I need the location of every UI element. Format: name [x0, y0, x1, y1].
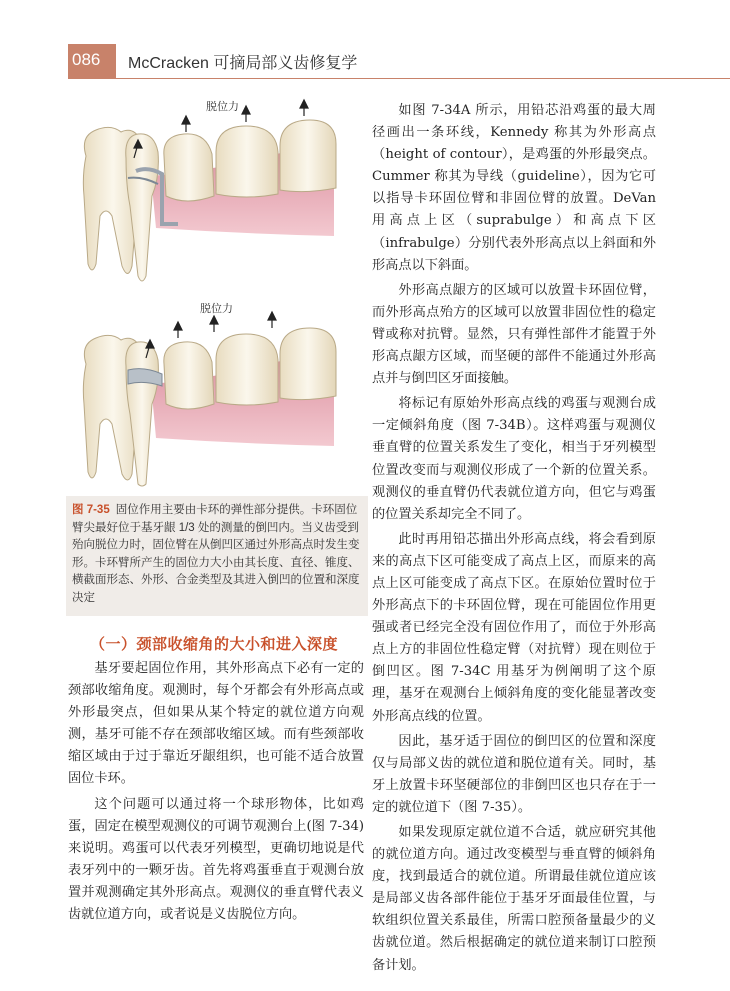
paragraph: 如果发现原定就位道不合适，就应研究其他的就位道方向。通过改变模型与垂直臂的倾斜角度，找到最适合的就位道。所谓最佳就位道应该是局部义齿各部件能位于基牙牙面最佳位置，与软组织位置关系最佳，所需口腔预备量最少的义齿就位道。然后根据确定的就位道来制订口腔预备计划。: [372, 825, 656, 973]
paragraph: 将标记有原始外形高点线的鸡蛋与观测台成一定倾斜角度（图 7-34B）。这样鸡蛋与观测仪垂直臂的位置关系发生了变化，相当于牙列模型位置改变而与观测仪形成了一个新的位置关系。观测仪的垂直臂仍代表就位道方向，但它与鸡蛋的位置关系却完全不同了。: [372, 396, 656, 522]
paragraph: 基牙要起固位作用，其外形高点下必有一定的颈部收缩角度。观测时，每个牙都会有外形高点或外形最突点，但如果从某个特定的就位道方向观测，基牙可能不存在颈部收缩区域。而有些颈部收缩区域由于过于靠近牙龈组织，也可能不适合放置固位卡环。: [68, 661, 364, 787]
artificial-tooth-2: [216, 334, 278, 405]
arrow-up-icon: [242, 106, 250, 114]
section-heading: （一）颈部收缩角的大小和进入深度: [90, 636, 339, 653]
figure-bottom-illustration: [66, 298, 366, 488]
figure-id: 图 7-35: [72, 504, 110, 516]
artificial-tooth-3: [280, 328, 336, 400]
arrow-up-icon: [268, 312, 276, 320]
page-number: 086: [72, 50, 101, 69]
dental-cross-section-clasp-top: [66, 96, 366, 286]
arrow-up-icon: [174, 322, 182, 330]
arrow-up-icon: [300, 100, 308, 108]
left-column-text: [68, 658, 364, 929]
figure-caption-text: 固位作用主要由卡环的弹性部分提供。卡环固位臂尖最好位于基牙龈 1/3 处的测量的倒凹内。当义齿受到殆向脱位力时，固位臂在从倒凹区通过外形高点时发生变形。卡环臂所产生的固位力大小由其长度、直径、锥度、横截面形态、外形、合金类型及其进入倒凹的位置和深度决定: [72, 504, 360, 604]
artificial-tooth-1: [164, 342, 214, 409]
arrow-up-icon: [210, 316, 218, 324]
paragraph: 此时再用铅芯描出外形高点线，将会看到原来的高点下区可能变成了高点上区，而原来的高点上区可能变成了高点下区。在原始位置时位于外形高点下的卡环固位臂，现在可能固位作用更强或者已经完全没有固位作用了，而位于外形高点上方的非固位性稳定臂（对抗臂）现在则位于倒凹区。图 7-34C 用基牙为例阐明了这个原理，基牙在观测台上倾斜角度的变化能显著改变外形高点线的位置。: [372, 531, 656, 724]
figure-caption: [66, 496, 368, 616]
force-label-bottom: 脱位力: [200, 303, 233, 315]
arrow-up-icon: [182, 116, 190, 124]
dental-cross-section-clasp-bottom: [66, 298, 366, 488]
force-label-top: 脱位力: [206, 101, 239, 113]
header-rule: [68, 78, 730, 79]
figure-top-illustration: [66, 96, 366, 286]
running-title: McCracken 可摘局部义齿修复学: [128, 55, 358, 72]
paragraph: 如图 7-34A 所示，用铅芯沿鸡蛋的最大周径画出一条环线，Kennedy 称其为外形高点（height of contour），是鸡蛋的外形最突点。Cummer 称其为导线（guideline），因为它可以指导卡环固位臂和非固位臂的放置。DeVan 用高点上区（suprabulge）和高点下区（infrabulge）分别代表外形高点以上斜面和外形高点以下斜面。: [372, 103, 656, 273]
paragraph: 外形高点龈方的区域可以放置卡环固位臂，而外形高点殆方的区域可以放置非固位性的稳定臂或称对抗臂。显然，只有弹性部件才能置于外形高点龈方区域，而坚硬的部件不能通过外形高点并与倒凹区牙面接触。: [372, 282, 656, 387]
artificial-tooth-2: [216, 126, 278, 197]
artificial-tooth-1: [164, 134, 214, 201]
paragraph: 这个问题可以通过将一个球形物体，比如鸡蛋，固定在模型观测仪的可调节观测台上(图 7-34)来说明。鸡蛋可以代表牙列模型，更确切地说是代表牙列中的一颗牙齿。首先将鸡蛋垂直于观测台放置并观测确定其外形高点。观测仪的垂直臂代表义齿就位道方向，或者说是义齿脱位方向。: [68, 796, 364, 923]
right-column-text: [372, 100, 656, 980]
paragraph: 因此，基牙适于固位的倒凹区的位置和深度仅与局部义齿的就位道和脱位道有关。同时，基牙上放置卡环坚硬部位的非倒凹区也只存在于一定的就位道下（图 7-35）。: [372, 733, 656, 815]
artificial-tooth-3: [280, 120, 336, 192]
